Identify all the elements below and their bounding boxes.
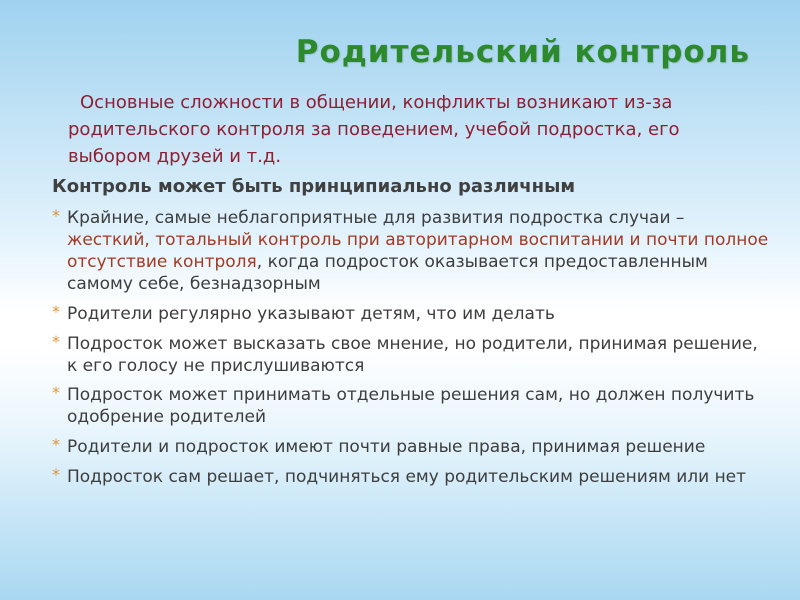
list-item [50,384,770,428]
item-text: , когда подросток оказывается предоставленным самому себе, безнадзорным [67,252,708,294]
item-text: Крайние, самые неблагоприятные для развития подростка случаи – [67,208,685,228]
item-text: Подросток может высказать свое мнение, но родители, принимая решение, к его голосу не прислушиваются [67,334,758,376]
asterisk-bullet-icon: * [52,206,60,225]
bullet-list [50,207,770,488]
asterisk-bullet-icon: * [52,435,60,454]
item-text: Подросток сам решает, подчиняться ему родительским решениям или нет [67,467,747,487]
item-text: Родители и подросток имеют почти равные права, принимая решение [67,437,706,457]
list-item [50,466,770,488]
slide-title: Родительский контроль [295,34,750,70]
list-item [50,436,770,458]
asterisk-bullet-icon: * [52,302,60,321]
asterisk-bullet-icon: * [52,465,60,484]
intro-paragraph: Основные сложности в общении, конфликты возникают из-за родительского контроля за поведением, учебой подростка, его выбором друзей и т.д. [68,92,680,167]
item-highlight-text: жесткий, тотальный контроль при авторитарном воспитании и почти полное отсутствие контроля [67,230,769,272]
list-item [50,303,770,325]
asterisk-bullet-icon: * [52,383,60,402]
list-item [50,207,770,295]
item-text: Подросток может принимать отдельные решения сам, но должен получить одобрение родителей [67,385,755,427]
item-text: Родители регулярно указывают детям, что им делать [67,304,555,324]
asterisk-bullet-icon: * [52,332,60,351]
list-item [50,333,770,377]
section-heading: Контроль может быть принципиально различным [52,176,576,197]
